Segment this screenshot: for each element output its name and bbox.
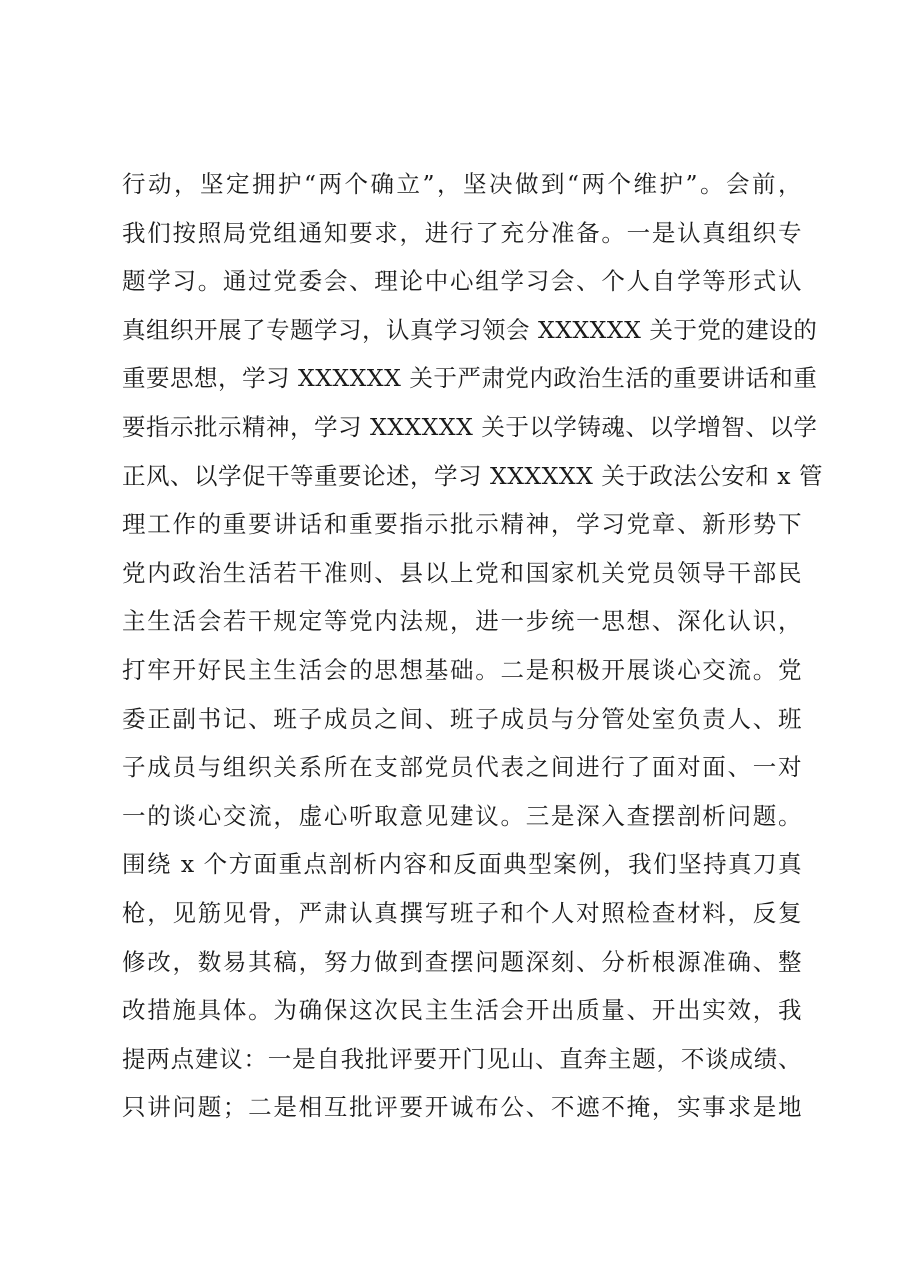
text-line: 真组织开展了专题学习，认真学习领会 XXXXXX 关于党的建设的 — [122, 315, 818, 344]
text-line: 要指示批示精神，学习 XXXXXX 关于以学铸魂、以学增智、以学 — [122, 412, 818, 441]
text-line: 改措施具体。为确保这次民主生活会开出质量、开出实效，我 — [122, 996, 802, 1025]
text-line: 重要思想，学习 XXXXXX 关于严肃党内政治生活的重要讲话和重 — [122, 364, 818, 393]
text-line: 一的谈心交流，虚心听取意见建议。三是深入查摆剖析问题。 — [122, 801, 802, 830]
text-line: 行动，坚定拥护“两个确立”，坚决做到“两个维护”。会前， — [122, 170, 802, 198]
text-line: 主生活会若干规定等党内法规，进一步统一思想、深化认识， — [122, 607, 802, 636]
body-text — [122, 160, 824, 1132]
text-line: 提两点建议：一是自我批评要开门见山、直奔主题，不谈成绩、 — [122, 1044, 802, 1073]
text-line: 枪，见筋见骨，严肃认真撰写班子和个人对照检查材料，反复 — [122, 898, 802, 927]
text-line: 理工作的重要讲话和重要指示批示精神，学习党章、新形势下 — [122, 510, 802, 539]
text-line: 围绕 x 个方面重点剖析内容和反面典型案例，我们坚持真刀真 — [122, 850, 802, 879]
text-line: 委正副书记、班子成员之间、班子成员与分管处室负责人、班 — [122, 704, 802, 733]
text-line: 正风、以学促干等重要论述，学习 XXXXXX 关于政法公安和 x 管 — [122, 461, 824, 490]
text-line: 修改，数易其稿，努力做到查摆问题深刻、分析根源准确、整 — [122, 947, 802, 976]
text-line: 我们按照局党组通知要求，进行了充分准备。一是认真组织专 — [122, 218, 802, 247]
text-line: 子成员与组织关系所在支部党员代表之间进行了面对面、一对 — [122, 753, 802, 782]
text-line: 只讲问题；二是相互批评要开诚布公、不遮不掩，实事求是地 — [122, 1093, 802, 1122]
text-line: 党内政治生活若干准则、县以上党和国家机关党员领导干部民 — [122, 558, 802, 587]
text-line: 题学习。通过党委会、理论中心组学习会、个人自学等形式认 — [122, 267, 802, 296]
text-line: 打牢开好民主生活会的思想基础。二是积极开展谈心交流。党 — [122, 655, 802, 684]
